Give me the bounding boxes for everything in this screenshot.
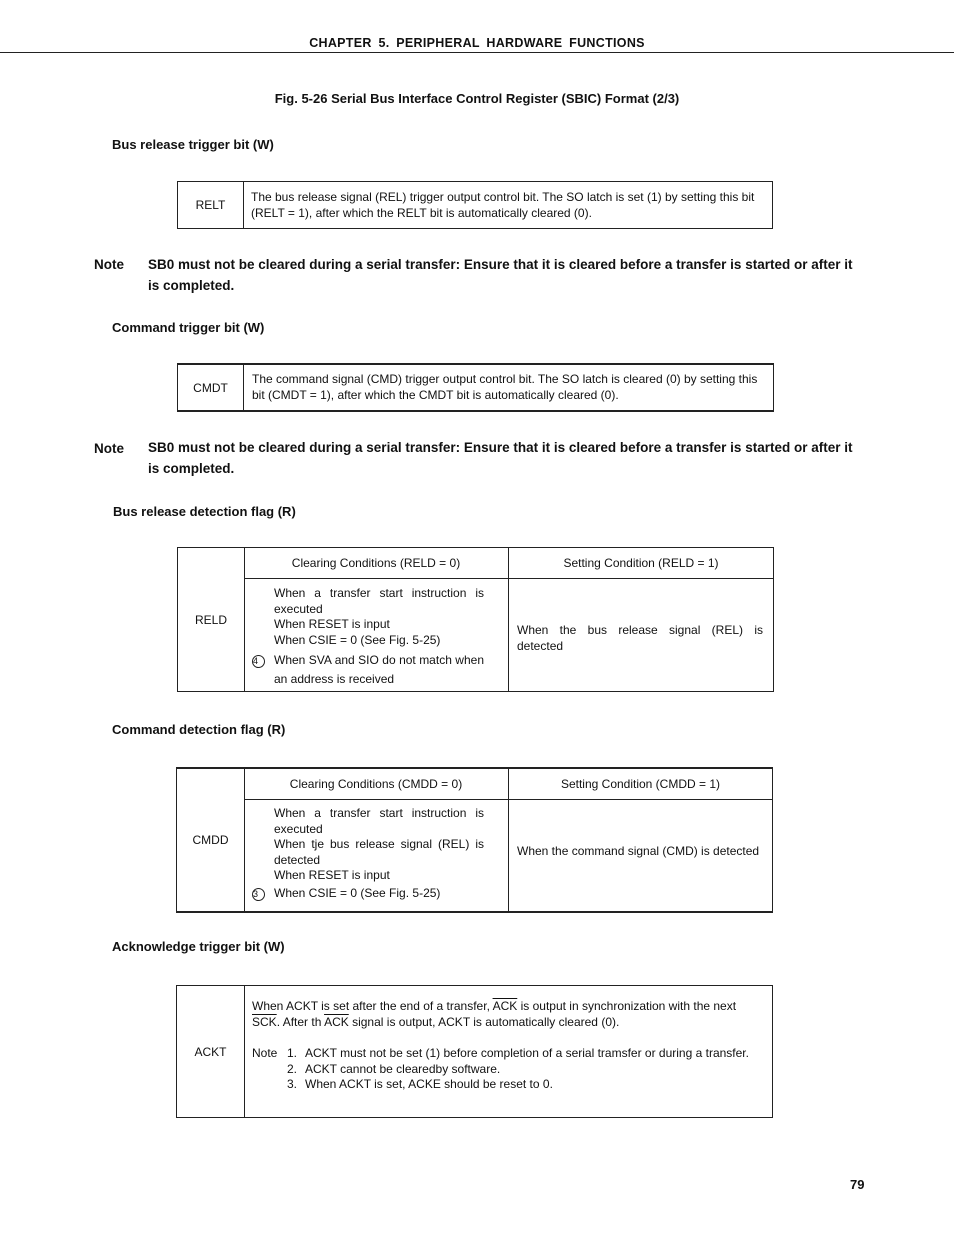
ackt-name: ACKT [177, 986, 245, 1117]
circled-number-3-icon: 3 [252, 888, 265, 901]
note-2-label: Note [94, 441, 124, 456]
ackt-table [176, 985, 773, 1118]
ackt-note-label: Note [252, 1046, 278, 1060]
ackt-description: When ACKT is set after the end of a transfer, $\overline{ACK}$ is output in synchronization with the next $\overline{SCK}$. After th $\overline{ACK}$ signal is output, ACKT is automatically cleared (0). [252, 999, 737, 1029]
sck-signal-label: $\overline{SCK}$ [252, 1014, 277, 1029]
cmdd-clearing-item: 3 When CSIE = 0 (See Fig. 5-25) [253, 885, 441, 900]
cmdd-clearing-item: When RESET is input [274, 868, 390, 882]
ack-signal-label: $\overline{ACK}$ [492, 999, 518, 1013]
relt-description: The bus release signal (REL) trigger output control bit. The SO latch is set (1) by setting this bit (RELT = 1), after which the RELT bit is automatically cleared (0). [251, 190, 755, 220]
cmdd-name: CMDD [177, 769, 245, 911]
reld-setting-header: Setting Condition (RELD = 1) [563, 556, 719, 570]
ackt-note-item: ACKT must not be set (1) before completion of a serial tramsfer or during a transfer. [305, 1046, 749, 1060]
ack-signal-label: $\overline{ACK}$ [324, 1014, 349, 1029]
cmdd-heading: Command detection flag (R) [112, 722, 286, 737]
cmdd-clearing-item: When tje bus release signal (REL) is detected [274, 837, 484, 867]
cmdd-header-divider [244, 799, 772, 800]
cmdd-clearing-header: Clearing Conditions (CMDD = 0) [289, 777, 463, 791]
reld-clearing-item: When CSIE = 0 (See Fig. 5-25) [274, 632, 441, 647]
relt-name: RELT [178, 182, 244, 228]
reld-clearing-item: When RESET is input [274, 617, 390, 631]
circled-number-4-icon: 4 [252, 655, 265, 668]
note-1-label: Note [94, 257, 124, 272]
chapter-header: CHAPTER 5. PERIPHERAL HARDWARE FUNCTIONS [309, 36, 645, 50]
reld-clearing-item: 4 When SVA and SIO do not match when an address is received [253, 653, 484, 686]
header-rule [0, 52, 954, 53]
ackt-note-number: 1. [287, 1046, 298, 1060]
reld-setting-text: When the bus release signal (REL) is detected [517, 623, 763, 653]
reld-clearing-header: Clearing Conditions (RELD = 0) [291, 556, 461, 570]
cmdd-clearing-item: When a transfer start instruction is executed [274, 806, 484, 836]
reld-heading: Bus release detection flag (R) [113, 504, 296, 519]
ackt-note-item: ACKT cannot be clearedby software. [305, 1061, 501, 1076]
cmdt-heading: Command trigger bit (W) [112, 320, 265, 335]
ackt-note-number: 2. [287, 1061, 298, 1076]
note-1-text: SB0 must not be cleared during a serial transfer: Ensure that it is cleared before a transfer is started or after it is completed. [148, 257, 853, 293]
cmdd-setting-header: Setting Condition (CMDD = 1) [560, 777, 721, 791]
relt-heading: Bus release trigger bit (W) [112, 137, 274, 152]
cmdd-clearing-list [253, 806, 484, 901]
cmdt-table [177, 363, 774, 412]
cmdt-name: CMDT [178, 365, 244, 410]
ackt-heading: Acknowledge trigger bit (W) [112, 939, 285, 954]
cmdd-table [176, 767, 773, 913]
ackt-notes [252, 1046, 761, 1093]
note-2-text: SB0 must not be cleared during a serial transfer: Ensure that it is cleared before a transfer is started or after it is completed. [148, 440, 853, 476]
cmdt-description: The command signal (CMD) trigger output control bit. The SO latch is cleared (0) by setting this bit (CMDT = 1), after which the CMDT bit is automatically cleared (0). [252, 372, 758, 402]
page-number: 79 [850, 1177, 865, 1192]
reld-header-divider [244, 578, 773, 579]
reld-name: RELD [178, 548, 245, 691]
ackt-note-item: When ACKT is set, ACKE should be reset to 0. [305, 1077, 553, 1091]
figure-caption: Fig. 5-26 Serial Bus Interface Control Register (SBIC) Format (2/3) [274, 91, 680, 106]
reld-table [177, 547, 774, 692]
cmdd-setting-text: When the command signal (CMD) is detected [517, 844, 760, 858]
reld-clearing-item: When a transfer start instruction is executed [274, 586, 484, 616]
relt-table [177, 181, 773, 229]
reld-clearing-list [253, 586, 484, 689]
ackt-note-number: 3. [287, 1077, 298, 1091]
